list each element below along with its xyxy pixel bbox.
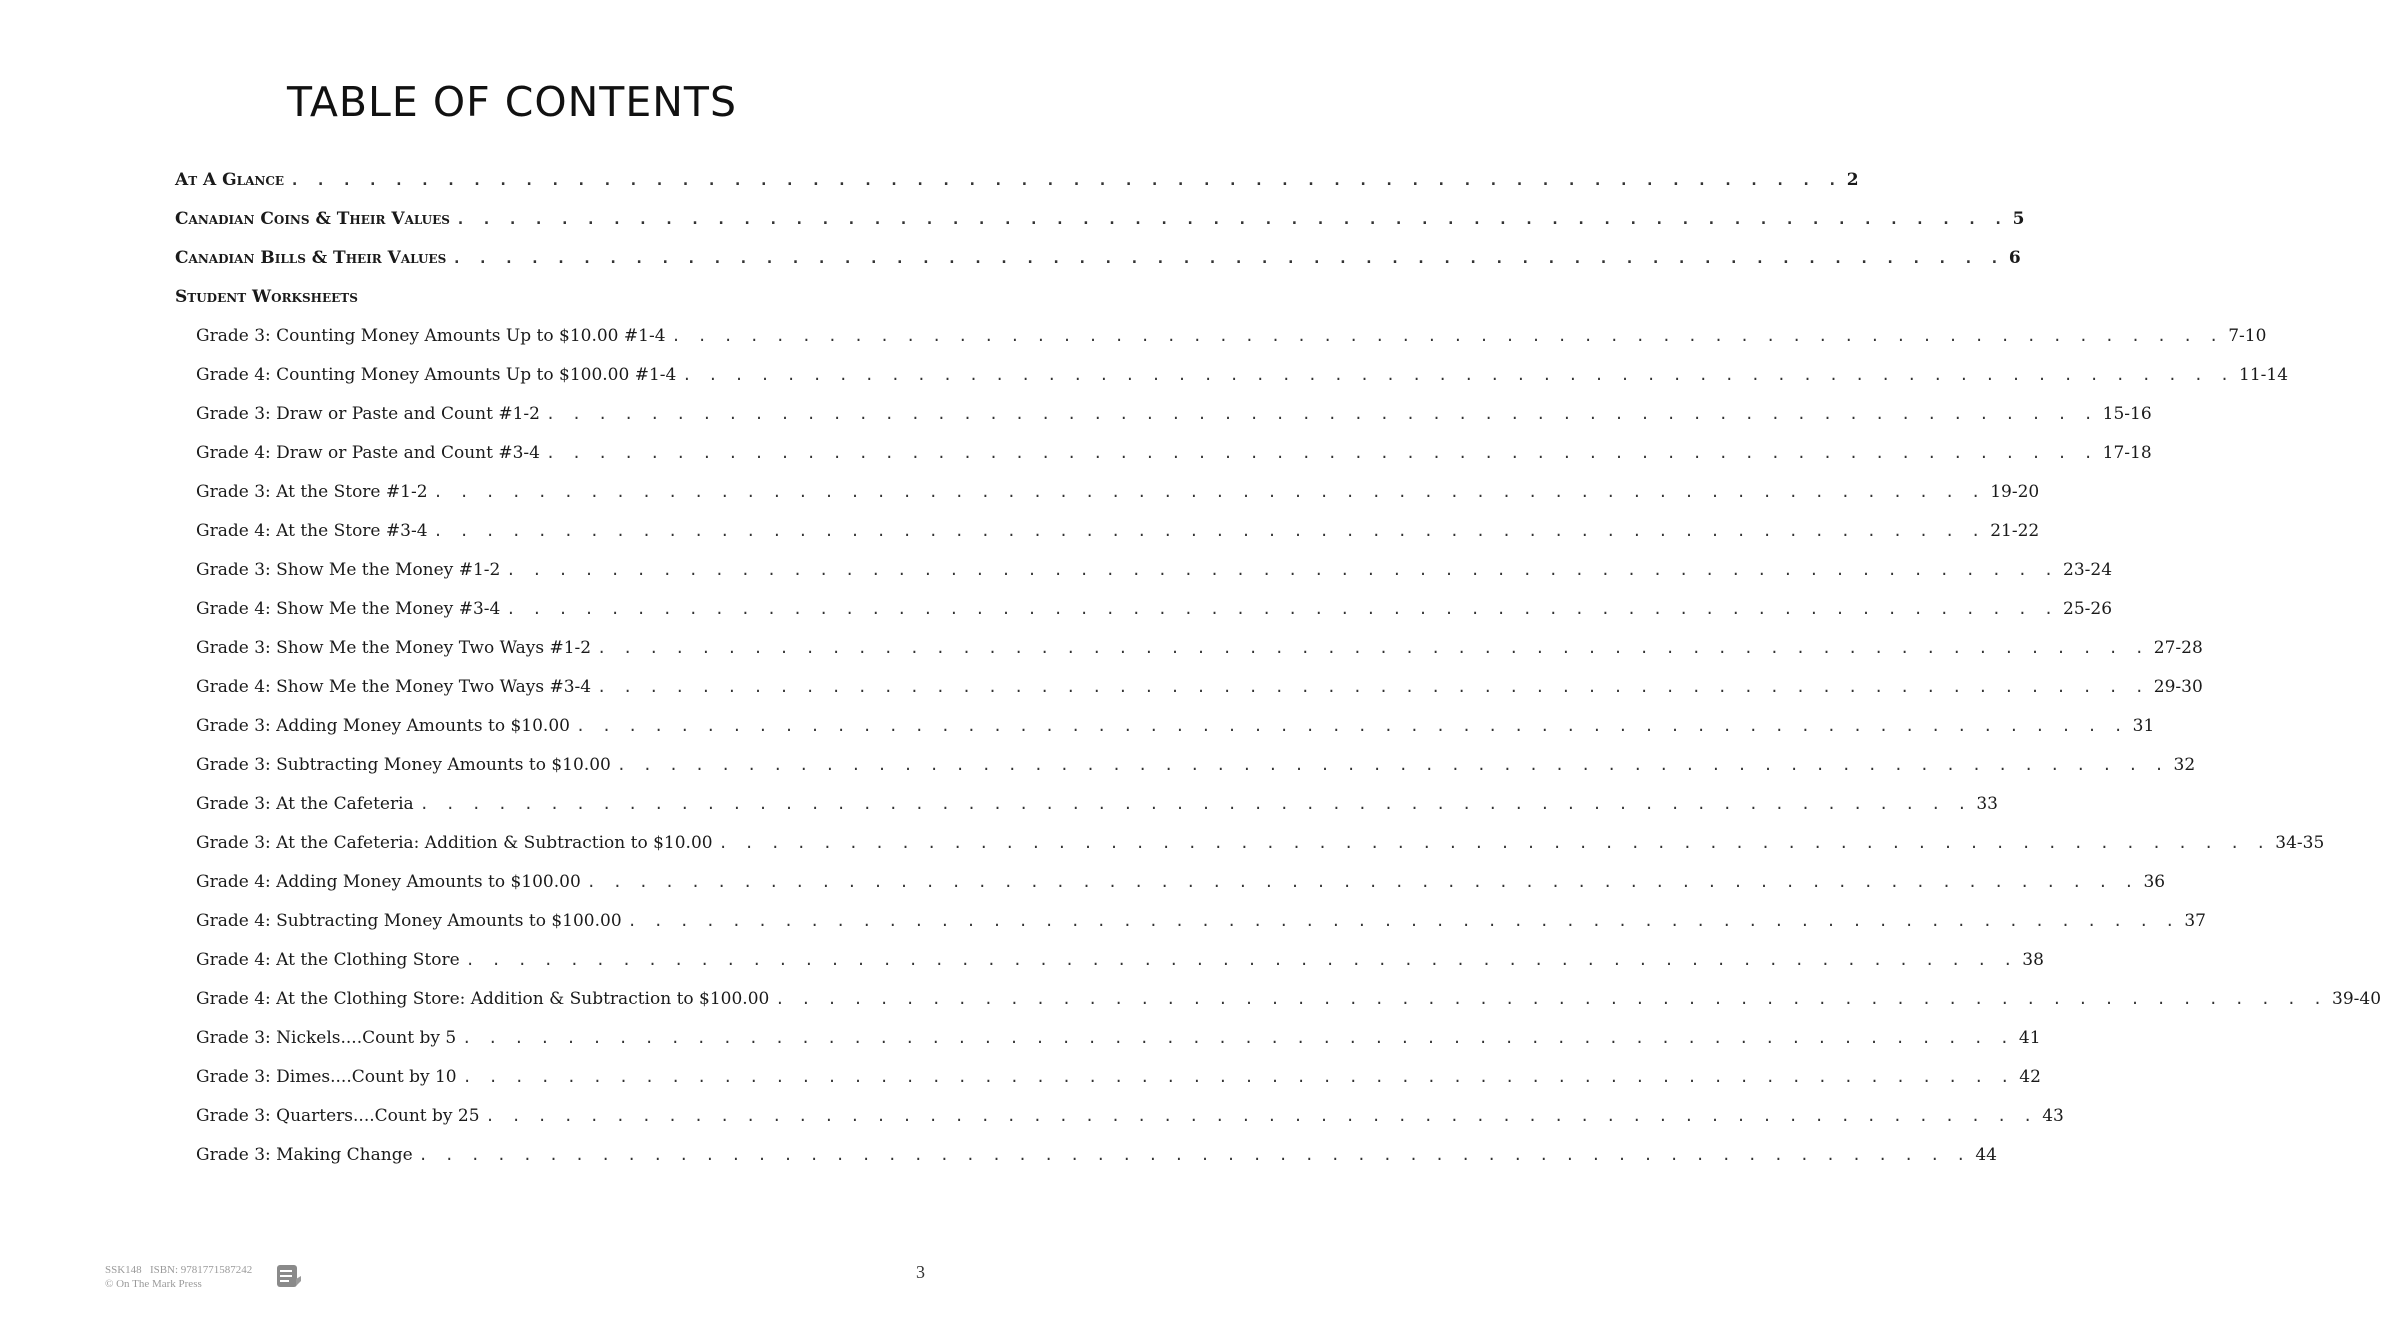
toc-page-number: 38 [2022, 950, 2044, 970]
dot-leader: . . . . . . . . . . . . . . . . . . . . . . . . . . . . . . . . . . . . . . . . . . . . . . . . . . . . . . . . . . . . [433, 483, 1985, 501]
toc-item-label: Grade 3: Counting Money Amounts Up to $10.00 #1-4 [196, 326, 666, 346]
footer-codes [105, 1263, 252, 1277]
toc-item[interactable] [196, 443, 2152, 482]
toc-item[interactable] [196, 1106, 2064, 1145]
dot-leader: . . . . . . . . . . . . . . . . . . . . . . . . . . . . . . . . . . . . . . . . . . . . . . . . . . . . . . . . . . . . [597, 639, 2148, 657]
toc-item-label: Grade 3: Nickels....Count by 5 [196, 1028, 457, 1048]
page-title: TABLE OF CONTENTS [287, 78, 737, 126]
dot-leader: . . . . . . . . . . . . . . . . . . . . . . . . . . . . . . . . . . . . . . . . . . . . . . . . . . . . . . . . . . . . [545, 444, 2097, 462]
toc-page-number: 39-40 [2332, 989, 2381, 1009]
dot-leader: . . . . . . . . . . . . . . . . . . . . . . . . . . . . . . . . . . . . . . . . . . . . . . . . . . . . . . . . . . . . [452, 249, 2003, 267]
toc-item-label: Grade 4: Show Me the Money #3-4 [196, 599, 501, 619]
toc-page-number: 21-22 [1990, 521, 2040, 541]
toc-item-label: Grade 4: Show Me the Money Two Ways #3-4 [196, 677, 592, 697]
dot-leader: . . . . . . . . . . . . . . . . . . . . . . . . . . . . . . . . . . . . . . . . . . . . . . . . . . . . . . . . . . . . [545, 405, 2097, 423]
toc-item[interactable] [196, 1067, 2041, 1106]
dot-leader: . . . . . . . . . . . . . . . . . . . . . . . . . . . . . . . . . . . . . . . . . . . . . . . . . . . . . . . . . . . . [718, 834, 2270, 852]
page-number: 3 [916, 1262, 925, 1282]
toc-page-number: 43 [2042, 1106, 2064, 1126]
toc-page-number: 31 [2132, 716, 2155, 736]
toc-page-number: 7-10 [2228, 326, 2267, 346]
toc-page-number: 5 [2012, 209, 2025, 229]
toc-item[interactable] [196, 755, 2196, 794]
toc-item[interactable] [196, 989, 2381, 1028]
toc-item[interactable] [196, 482, 2040, 521]
toc-section-label: Canadian Coins & Their Values [175, 209, 450, 229]
toc-page-number: 6 [2008, 248, 2021, 268]
toc-page-number: 34-35 [2275, 833, 2325, 853]
toc-page-number: 15-16 [2102, 404, 2152, 424]
toc-page-number: 37 [2184, 911, 2206, 931]
toc-item-label: Grade 4: At the Clothing Store [196, 950, 460, 970]
toc-item-label: Grade 3: Show Me the Money #1-2 [196, 560, 501, 580]
dot-leader: . . . . . . . . . . . . . . . . . . . . . . . . . . . . . . . . . . . . . . . . . . . . . . . . . . . . . . . . . . . . [671, 327, 2223, 345]
toc-item-label: Grade 3: Draw or Paste and Count #1-2 [196, 404, 540, 424]
toc-item-label: Grade 3: Adding Money Amounts to $10.00 [196, 716, 570, 736]
toc-item[interactable] [196, 911, 2206, 950]
toc-item-label: Grade 4: At the Store #3-4 [196, 521, 428, 541]
toc-item-label: Grade 3: At the Cafeteria [196, 794, 414, 814]
toc-item-label: Grade 3: Quarters....Count by 25 [196, 1106, 480, 1126]
toc-item[interactable] [196, 950, 2044, 989]
toc-item-label: Grade 3: Subtracting Money Amounts to $10.00 [196, 755, 611, 775]
toc-item[interactable] [196, 794, 1998, 833]
toc-section-label: Student Worksheets [175, 287, 358, 307]
dot-leader: . . . . . . . . . . . . . . . . . . . . . . . . . . . . . . . . . . . . . . . . . . . . . . . . . . . . . . . . . . . . [485, 1107, 2037, 1125]
dot-leader: . . . . . . . . . . . . . . . . . . . . . . . . . . . . . . . . . . . . . . . . . . . . . . . . . . . . . . . . . . . . [433, 522, 1985, 540]
dot-leader: . . . . . . . . . . . . . . . . . . . . . . . . . . . . . . . . . . . . . . . . . . . . . . . . . . . . . . . . . . . . [597, 678, 2148, 696]
dot-leader: . . . . . . . . . . . . . . . . . . . . . . . . . . . . . . . . . . . . . . . . . . . . . . . . . . . . . . . . . . . . [506, 600, 2057, 618]
toc-item[interactable] [196, 326, 2267, 365]
footer-isbn: ISBN: 9781771587242 [149, 1264, 253, 1276]
toc-item-label: Grade 3: At the Store #1-2 [196, 482, 428, 502]
toc-item-label: Grade 3: At the Cafeteria: Addition & Subtraction to $10.00 [196, 833, 713, 853]
toc-page-number: 44 [1975, 1145, 1997, 1165]
toc-page-number: 19-20 [1990, 482, 2040, 502]
toc-item[interactable] [196, 560, 2113, 599]
footer [105, 1263, 252, 1291]
dot-leader: . . . . . . . . . . . . . . . . . . . . . . . . . . . . . . . . . . . . . . . . . . . . . . . . . . . . . . . . . . . . [616, 756, 2168, 774]
toc-item[interactable] [196, 716, 2155, 755]
toc-page-number: 23-24 [2063, 560, 2113, 580]
toc-page-number: 2 [1846, 170, 1859, 190]
dot-leader: . . . . . . . . . . . . . . . . . . . . . . . . . . . . . . . . . . . . . . . . . . . . . . . . . . . . . . . . . . . . [575, 717, 2127, 735]
dot-leader: . . . . . . . . . . . . . . . . . . . . . . . . . . . . . . . . . . . . . . . . . . . . . . . . . . . . . . . . . . . . [627, 912, 2179, 930]
dot-leader: . . . . . . . . . . . . . . . . . . . . . . . . . . . . . . . . . . . . . . . . . . . . . . . . . . . . . . . . . . . . [418, 1146, 1970, 1164]
toc-page-number: 42 [2019, 1067, 2041, 1087]
toc-item-label: Grade 4: Subtracting Money Amounts to $100.00 [196, 911, 622, 931]
toc-page-number: 32 [2173, 755, 2196, 775]
dot-leader: . . . . . . . . . . . . . . . . . . . . . . . . . . . . . . . . . . . . . . . . . . . . . . . . . . . . . . . . . . . . [682, 366, 2234, 384]
footer-copyright: © On The Mark Press [105, 1278, 202, 1290]
footer-product-code: SSK148 [105, 1264, 142, 1276]
dot-leader: . . . . . . . . . . . . . . . . . . . . . . . . . . . . . . . . . . . . . . . . . . . . . . . . . . . . . . . . . . . . [290, 171, 1841, 189]
toc-section-canadian-bills[interactable] [175, 248, 2021, 287]
toc-item[interactable] [196, 1028, 2041, 1067]
toc-item[interactable] [196, 404, 2152, 443]
toc-item[interactable] [196, 1145, 1997, 1184]
dot-leader: . . . . . . . . . . . . . . . . . . . . . . . . . . . . . . . . . . . . . . . . . . . . . . . . . . . . . . . . . . . . [462, 1029, 2013, 1047]
toc-item[interactable] [196, 638, 2203, 677]
toc-page-number: 27-28 [2153, 638, 2203, 658]
toc-item[interactable] [196, 677, 2203, 716]
toc-page-number: 25-26 [2063, 599, 2113, 619]
toc-section-label: At A Glance [175, 170, 285, 190]
toc-item-label: Grade 3: Dimes....Count by 10 [196, 1067, 457, 1087]
toc-page-number: 36 [2143, 872, 2166, 892]
dot-leader: . . . . . . . . . . . . . . . . . . . . . . . . . . . . . . . . . . . . . . . . . . . . . . . . . . . . . . . . . . . . [462, 1068, 2014, 1086]
dot-leader: . . . . . . . . . . . . . . . . . . . . . . . . . . . . . . . . . . . . . . . . . . . . . . . . . . . . . . . . . . . . [419, 795, 1971, 813]
toc-section-label: Canadian Bills & Their Values [175, 248, 447, 268]
toc-section-at-a-glance[interactable] [175, 170, 1859, 209]
book-logo-icon [276, 1264, 302, 1288]
toc-item-label: Grade 4: Adding Money Amounts to $100.00 [196, 872, 581, 892]
dot-leader: . . . . . . . . . . . . . . . . . . . . . . . . . . . . . . . . . . . . . . . . . . . . . . . . . . . . . . . . . . . . [465, 951, 2017, 969]
toc-item[interactable] [196, 521, 2040, 560]
toc-page-number: 41 [2018, 1028, 2041, 1048]
toc-item-label: Grade 3: Show Me the Money Two Ways #1-2 [196, 638, 592, 658]
toc-page-number: 11-14 [2239, 365, 2289, 385]
dot-leader: . . . . . . . . . . . . . . . . . . . . . . . . . . . . . . . . . . . . . . . . . . . . . . . . . . . . . . . . . . . . [586, 873, 2138, 891]
toc-item[interactable] [196, 365, 2289, 404]
toc-item-label: Grade 4: Counting Money Amounts Up to $100.00 #1-4 [196, 365, 677, 385]
toc-section-student-worksheets [175, 287, 863, 326]
toc-item[interactable] [196, 872, 2166, 911]
toc-item[interactable] [196, 599, 2113, 638]
dot-leader: . . . . . . . . . . . . . . . . . . . . . . . . . . . . . . . . . . . . . . . . . . . . . . . . . . . . . . . . . . . . [506, 561, 2057, 579]
toc-item-label: Grade 4: Draw or Paste and Count #3-4 [196, 443, 540, 463]
toc-item-label: Grade 3: Making Change [196, 1145, 413, 1165]
toc-page-number: 29-30 [2153, 677, 2203, 697]
dot-leader: . . . . . . . . . . . . . . . . . . . . . . . . . . . . . . . . . . . . . . . . . . . . . . . . . . . . . . . . . . . . [455, 210, 2007, 228]
toc-item[interactable] [196, 833, 2325, 872]
toc-section-canadian-coins[interactable] [175, 209, 2025, 248]
dot-leader: . . . . . . . . . . . . . . . . . . . . . . . . . . . . . . . . . . . . . . . . . . . . . . . . . . . . . . . . . . . . [775, 990, 2327, 1008]
toc-item-label: Grade 4: At the Clothing Store: Addition & Subtraction to $100.00 [196, 989, 770, 1009]
toc-page-number: 17-18 [2102, 443, 2152, 463]
toc-page-number: 33 [1976, 794, 1998, 814]
